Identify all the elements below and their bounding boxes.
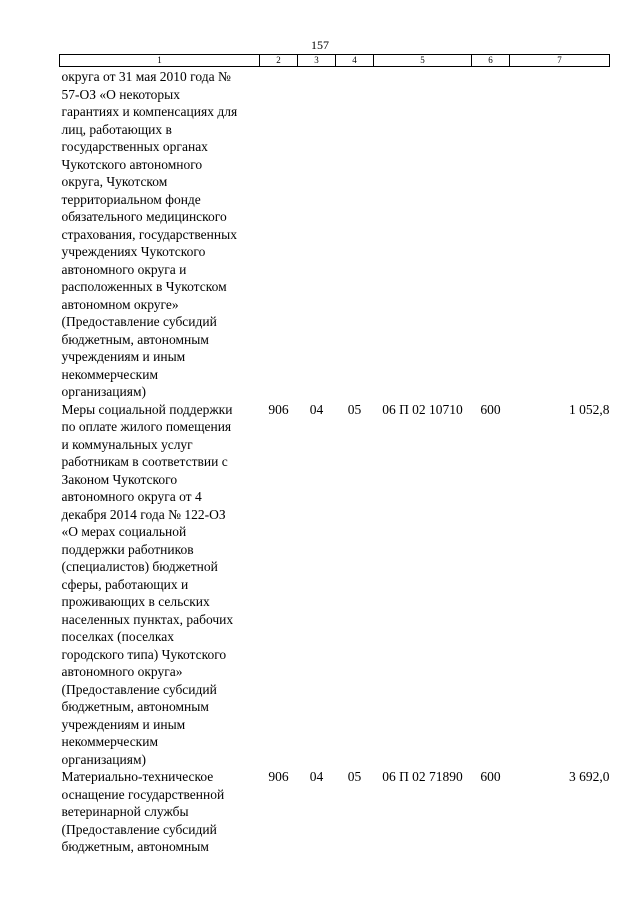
description-line: расположенных в Чукотском xyxy=(61,279,227,294)
target-item-code xyxy=(374,67,472,401)
description-line: округа, Чукотском xyxy=(61,174,168,189)
description-line: обязательного медицинского xyxy=(61,209,227,224)
description-line: по оплате жилого помещения xyxy=(61,419,232,434)
description-line: и коммунальных услуг xyxy=(61,436,193,452)
description-line: организациям) xyxy=(61,384,147,399)
section-code: 04 xyxy=(309,401,324,417)
description-line: (Предоставление субсидий xyxy=(61,681,217,697)
amount xyxy=(510,67,610,401)
description-line: Меры социальной поддержки xyxy=(61,401,233,417)
subsection-code: 05 xyxy=(347,769,362,784)
amount: 1 052,8 xyxy=(569,401,610,417)
description-line: (Предоставление субсидий xyxy=(61,821,217,837)
description-line: некоммерческим xyxy=(61,366,159,382)
description-line: работникам в соответствии с xyxy=(61,454,228,469)
expense-type-code xyxy=(472,67,510,401)
table-row xyxy=(60,401,610,769)
description-line: округа от 31 мая 2010 года № xyxy=(61,69,231,84)
description-line: ветеринарной службы xyxy=(61,804,189,819)
column-number-7: 7 xyxy=(510,55,610,67)
description-line: государственных органах xyxy=(61,139,208,154)
column-number-5: 5 xyxy=(374,55,472,67)
column-number-row xyxy=(60,55,610,67)
expense-type-code: 600 xyxy=(480,401,501,417)
budget-table xyxy=(59,54,610,856)
description-line: организациям) xyxy=(61,751,147,767)
description-line: бюджетным, автономным xyxy=(61,839,209,854)
section-code: 04 xyxy=(309,769,324,784)
description-line: бюджетным, автономным xyxy=(61,699,209,714)
description-line: бюджетным, автономным xyxy=(61,331,209,347)
description-line: учреждениям и иным xyxy=(61,349,186,364)
ministry-code: 906 xyxy=(268,401,289,417)
subsection-code: 05 xyxy=(347,401,362,417)
description-line: (Предоставление субсидий xyxy=(61,314,217,329)
column-number-6: 6 xyxy=(472,55,510,67)
description-line: автономного округа от 4 xyxy=(61,489,202,504)
description-line: сферы, работающих и xyxy=(61,576,189,592)
description-line: декабря 2014 года № 122-ОЗ xyxy=(61,506,226,522)
target-item-code: 06 П 02 10710 xyxy=(382,401,463,417)
column-number-2: 2 xyxy=(260,55,298,67)
table-header xyxy=(60,55,610,67)
description-line: проживающих в сельских xyxy=(61,594,210,609)
column-number-1: 1 xyxy=(60,55,260,67)
table-body xyxy=(60,67,610,856)
column-number-4: 4 xyxy=(336,55,374,67)
expense-type-code: 600 xyxy=(480,769,501,784)
row-description xyxy=(60,768,260,856)
section-code xyxy=(298,67,336,401)
description-line: 57-ОЗ «О некоторых xyxy=(61,86,180,102)
amount: 3 692,0 xyxy=(569,769,610,784)
description-line: лиц, работающих в xyxy=(61,121,172,137)
description-line: учреждениям и иным xyxy=(61,716,186,732)
description-line: автономного округа и xyxy=(61,261,187,277)
column-number-3: 3 xyxy=(298,55,336,67)
subsection-code xyxy=(336,67,374,401)
description-line: населенных пунктах, рабочих xyxy=(61,611,234,627)
ministry-code xyxy=(260,67,298,401)
description-line: Материально-техническое xyxy=(61,769,214,784)
row-description xyxy=(60,67,260,401)
description-line: Законом Чукотского xyxy=(61,471,178,487)
description-line: автономного округа» xyxy=(61,664,183,679)
ministry-code: 906 xyxy=(268,769,289,784)
description-line: Чукотского автономного xyxy=(61,156,203,172)
description-line: учреждениях Чукотского xyxy=(61,244,206,259)
row-description xyxy=(60,401,260,769)
description-line: поддержки работников xyxy=(61,541,194,557)
description-line: городского типа) Чукотского xyxy=(61,646,227,662)
description-line: оснащение государственной xyxy=(61,786,225,802)
description-line: территориальном фонде xyxy=(61,191,201,207)
description-line: «О мерах социальной xyxy=(61,524,187,539)
page-number: 157 xyxy=(311,38,329,52)
description-line: некоммерческим xyxy=(61,734,159,749)
description-line: поселках (поселках xyxy=(61,629,174,644)
table-row xyxy=(60,67,610,401)
description-line: автономном округе» xyxy=(61,296,179,312)
description-line: гарантиях и компенсациях для xyxy=(61,104,238,119)
description-line: (специалистов) бюджетной xyxy=(61,559,218,574)
table-row xyxy=(60,768,610,856)
description-line: страхования, государственных xyxy=(61,226,237,242)
target-item-code: 06 П 02 71890 xyxy=(382,769,463,784)
